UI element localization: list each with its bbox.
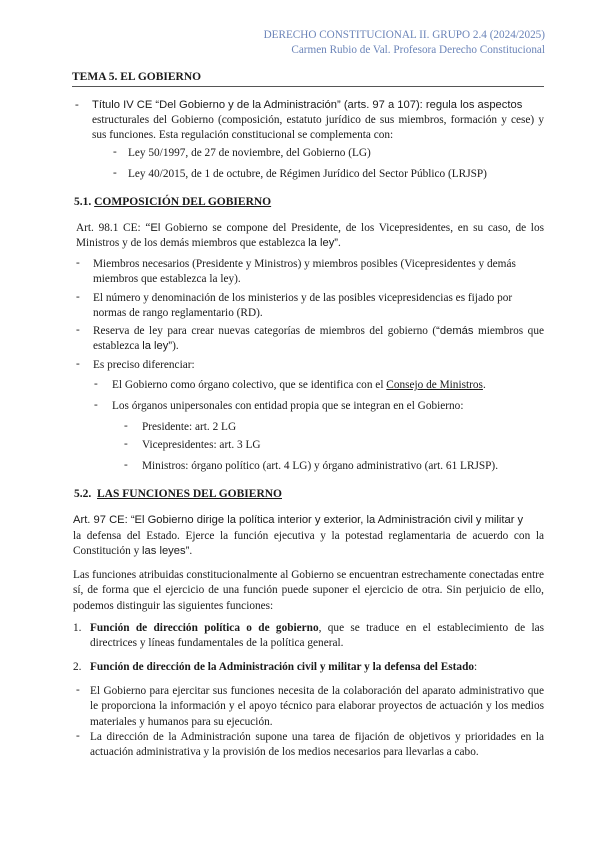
intro-title-iv: Título IV CE “Del Gobierno y de la Administración” (arts. 97 a 107): regula los aspectos [92, 99, 523, 111]
art-97-quote-line1: Art. 97 CE: “El Gobierno dirige la política interior y exterior, la Administración civil y militar y [73, 514, 524, 526]
bullet-dash: - [76, 358, 80, 370]
bullet-dash: - [75, 99, 79, 111]
bullet-dash: - [124, 438, 128, 450]
bullet-ministries: El número y denominación de los ministerios y de las posibles vicepresidencias es fijado por normas de rango reglamentario (RD). [93, 292, 513, 320]
sub-item: Ministros: órgano político (art. 4 LG) y órgano administrativo (art. 61 LRJSP). [142, 460, 499, 472]
bullet-dash: - [94, 378, 98, 390]
function-2-bullet: El Gobierno para ejercitar sus funciones necesita de la colaboración del aparato administrativo que le proporciona la información y el apoyo técnico para elaborar proyectos de actuación y los medios materiales y humanos para su ejecución. [90, 685, 544, 728]
topic-title: TEMA 5. EL GOBIERNO [72, 71, 544, 87]
quote-part: Gobierno se compone del Presidente, de los Vicepresidentes, en su caso, de los Ministros y de los demás miembros que establezca [76, 222, 544, 250]
function-1 [90, 621, 544, 652]
quote-part: la ley” [308, 237, 339, 250]
section-title: LAS FUNCIONES DEL GOBIERNO [97, 488, 282, 500]
bullet-dash: - [76, 730, 80, 742]
function-title: Función de dirección de la Administración civil y militar y la defensa del Estado [90, 661, 475, 673]
bullet-diferenciar: Es preciso diferenciar: [93, 359, 195, 371]
text-part: . [482, 379, 486, 391]
bullet-colectivo [112, 378, 542, 393]
bullet-dash: - [76, 291, 80, 303]
section-heading-5-2 [74, 488, 282, 500]
text-part: “demás [436, 325, 474, 337]
function-2 [90, 660, 550, 675]
art-98-quote [76, 221, 544, 252]
section-number: 5.2. [74, 488, 92, 500]
text-part: la defensa del Estado. Ejerce la función ejecutiva y la potestad reglamentaria de acuerdo con la Constitución y [73, 530, 544, 558]
bullet-dash: - [124, 459, 128, 471]
bullet-dash: - [76, 684, 80, 696]
sub-item: Vicepresidentes: art. 3 LG [142, 439, 261, 451]
text-part: ). [172, 340, 179, 353]
text-part: . [189, 545, 193, 558]
list-number: 2. [73, 661, 82, 673]
section-number: 5.1. [74, 196, 92, 208]
section-heading-5-1 [74, 196, 271, 208]
text-part: Reserva de ley para crear nuevas categorías de miembros del gobierno ( [93, 325, 437, 337]
list-number: 1. [73, 622, 82, 634]
bullet-dash: - [113, 167, 117, 179]
function-text: : [474, 661, 478, 673]
bullet-dash: - [94, 399, 98, 411]
text-part: miembros que establezca [93, 325, 544, 353]
function-text: , que se traduce en el establecimiento de las directrices y líneas fundamentales de la política general. [90, 622, 544, 650]
text-part: El Gobierno como órgano colectivo, que se identifica con el [112, 379, 387, 391]
bullet-dash: - [113, 146, 117, 158]
sub-item: Presidente: art. 2 LG [142, 421, 237, 433]
law-item: Ley 40/2015, de 1 de octubre, de Régimen Jurídico del Sector Público (LRJSP) [128, 168, 487, 180]
bullet-dash: - [76, 257, 80, 269]
quote-part: Art. 98.1 CE: “ [76, 222, 151, 234]
bullet-unipersonales: Los órganos unipersonales con entidad propia que se integran en el Gobierno: [112, 400, 464, 412]
quote-part: . [338, 237, 341, 250]
bullet-dash: - [124, 420, 128, 432]
art-97-quote-rest [73, 529, 544, 560]
page-header [264, 28, 545, 58]
intro-text: estructurales del Gobierno (composición, estatuto jurídico de sus miembros, formación y cese) y sus funciones. Esta regulación constitucional se complementa con: [92, 114, 544, 142]
text-part: la ley” [142, 340, 173, 353]
bullet-members: Miembros necesarios (Presidente y Ministros) y miembros posibles (Vicepresidentes y demás miembros que establezca la ley). [93, 258, 516, 286]
section-title: COMPOSICIÓN DEL GOBIERNO [94, 196, 272, 208]
text-part: las leyes” [142, 545, 190, 558]
header-course: DERECHO CONSTITUCIONAL II. GRUPO 2.4 (2024/2025) [263, 29, 545, 41]
quote-part: El [150, 222, 161, 234]
function-2-bullet: La dirección de la Administración supone una tarea de fijación de objetivos y prioridades en la actuación administrativa y la provisión de los medios necesarios para llevarlas a cabo. [90, 731, 544, 759]
law-item: Ley 50/1997, de 27 de noviembre, del Gobierno (LG) [128, 147, 371, 159]
header-professor: Carmen Rubio de Val. Profesora Derecho Constitucional [291, 44, 545, 56]
bullet-dash: - [76, 324, 80, 336]
consejo-de-ministros: Consejo de Ministros [386, 379, 483, 391]
bullet-reserva [93, 324, 544, 355]
functions-intro-paragraph: Las funciones atribuidas constitucionalmente al Gobierno se encuentran estrechamente conectadas entre sí, de forma que el ejercicio de una función puede suponer el ejercicio de otra. Sin perjuicio de ello, podemos distinguir las siguientes funciones: [73, 569, 544, 612]
function-title: Función de dirección política o de gobierno [90, 622, 319, 634]
